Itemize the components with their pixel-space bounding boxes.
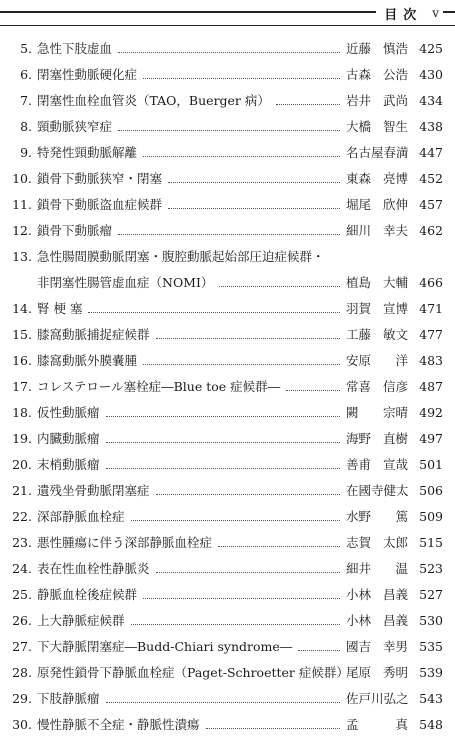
entry-number: 12. xyxy=(12,223,32,238)
entry-title: 閉塞性血栓血管炎（TAO，Buerger 病） xyxy=(37,93,270,108)
author-given-name: 昌義 xyxy=(382,587,408,602)
author-given-name: 公浩 xyxy=(382,67,408,82)
entry-author xyxy=(346,400,408,426)
entry-author xyxy=(346,634,408,660)
author-given-name: 春満 xyxy=(383,145,409,160)
author-family-name: 近藤 xyxy=(346,41,372,56)
author-given-name: 宗晴 xyxy=(382,405,408,420)
toc-entry[interactable] xyxy=(0,504,455,530)
entry-author xyxy=(346,686,408,712)
author-given-name: 健太 xyxy=(383,483,409,498)
entry-author xyxy=(346,374,408,400)
entry-page-number: 452 xyxy=(419,171,443,186)
author-given-name: 真 xyxy=(395,717,408,732)
author-given-name: 篤 xyxy=(395,509,408,524)
entry-number: 26. xyxy=(12,613,32,628)
author-given-name: 宣哉 xyxy=(382,457,408,472)
author-given-name: 太郎 xyxy=(382,535,408,550)
entry-author xyxy=(346,270,408,296)
entry-author xyxy=(346,140,408,166)
entry-title: 特発性頸動脈解離 xyxy=(37,145,138,160)
toc-entry[interactable] xyxy=(0,556,455,582)
author-family-name: 細川 xyxy=(346,223,372,238)
author-family-name: 水野 xyxy=(346,509,372,524)
entry-title: 下肢静脈瘤 xyxy=(37,691,100,706)
author-given-name: 信彦 xyxy=(382,379,408,394)
entry-author xyxy=(346,114,408,140)
entry-number: 9. xyxy=(20,145,32,160)
toc-entry[interactable] xyxy=(0,88,455,114)
author-given-name: 亮博 xyxy=(382,171,408,186)
entry-author xyxy=(346,530,408,556)
entry-number: 15. xyxy=(12,327,32,342)
entry-author xyxy=(346,166,408,192)
author-family-name: 古森 xyxy=(346,67,372,82)
entry-title: 上大静脈症候群 xyxy=(37,613,125,628)
entry-number: 6. xyxy=(20,67,32,82)
author-family-name: 佐戸川 xyxy=(346,691,384,706)
entry-number: 19. xyxy=(12,431,32,446)
author-family-name: 安原 xyxy=(346,353,372,368)
entry-page-number: 471 xyxy=(419,301,443,316)
entry-page-number: 527 xyxy=(419,587,443,602)
entry-number: 13. xyxy=(12,249,32,264)
entry-author xyxy=(346,426,408,452)
entry-title: 膝窩動脈外膜嚢腫 xyxy=(37,353,138,368)
author-given-name: 昌義 xyxy=(382,613,408,628)
author-family-name: 堀尾 xyxy=(346,197,372,212)
author-family-name: 善甫 xyxy=(346,457,372,472)
entry-title: 下大静脈閉塞症―Budd-Chiari syndrome― xyxy=(37,639,293,654)
entry-author xyxy=(346,556,408,582)
dot-leader xyxy=(131,520,340,521)
toc-entry[interactable] xyxy=(0,660,455,686)
entry-page-number: 523 xyxy=(419,561,443,576)
dot-leader xyxy=(276,104,340,105)
entry-number: 22. xyxy=(12,509,32,524)
entry-title: 腎 梗 塞 xyxy=(37,301,83,316)
toc-entry[interactable] xyxy=(0,218,455,244)
entry-page-number: 492 xyxy=(419,405,443,420)
entry-page-number: 477 xyxy=(419,327,443,342)
toc-entry[interactable] xyxy=(0,426,455,452)
author-family-name: 闕 xyxy=(346,405,359,420)
author-family-name: 小林 xyxy=(346,587,372,602)
entry-title: 仮性動脈瘤 xyxy=(37,405,100,420)
toc-entry[interactable] xyxy=(0,62,455,88)
entry-number: 20. xyxy=(12,457,32,472)
entry-title: 深部静脈血栓症 xyxy=(37,509,125,524)
toc-entry[interactable] xyxy=(0,296,455,322)
header-page-number: v xyxy=(432,6,439,20)
entry-title: 頸動脈狭窄症 xyxy=(37,119,113,134)
dot-leader xyxy=(106,702,340,703)
author-family-name: 羽賀 xyxy=(346,301,372,316)
toc-entry[interactable] xyxy=(0,452,455,478)
entry-number: 24. xyxy=(12,561,32,576)
toc-entry[interactable] xyxy=(0,712,455,738)
entry-title: 鎖骨下動脈狭窄・閉塞 xyxy=(37,171,163,186)
entry-author xyxy=(346,36,408,62)
dot-leader xyxy=(219,286,340,287)
header-title-box xyxy=(376,5,443,21)
entry-number: 23. xyxy=(12,535,32,550)
author-given-name: 宣博 xyxy=(382,301,408,316)
toc-entry[interactable] xyxy=(0,374,455,400)
entry-title: 静脈血栓後症候群 xyxy=(37,587,138,602)
entry-page-number: 515 xyxy=(419,535,443,550)
author-given-name: 智生 xyxy=(382,119,408,134)
toc-entry[interactable] xyxy=(0,192,455,218)
entry-page-number: 530 xyxy=(419,613,443,628)
dot-leader xyxy=(168,208,340,209)
author-given-name: 温 xyxy=(395,561,408,576)
entry-number: 17. xyxy=(12,379,32,394)
entry-title: 内臓動脈瘤 xyxy=(37,431,100,446)
dot-leader xyxy=(106,442,340,443)
entry-title: 表在性血栓性静脈炎 xyxy=(37,561,150,576)
entry-page-number: 501 xyxy=(419,457,443,472)
entry-page-number: 535 xyxy=(419,639,443,654)
entry-number: 7. xyxy=(20,93,32,108)
dot-leader xyxy=(106,468,340,469)
dot-leader xyxy=(143,598,340,599)
entry-page-number: 506 xyxy=(419,483,443,498)
author-given-name: 洋 xyxy=(395,353,408,368)
entry-page-number: 548 xyxy=(419,717,443,732)
toc-entry[interactable] xyxy=(0,478,455,504)
toc-entry[interactable] xyxy=(0,140,455,166)
entry-title: 鎖骨下動脈盗血症候群 xyxy=(37,197,163,212)
running-header xyxy=(0,0,455,26)
author-family-name: 名古屋 xyxy=(346,145,384,160)
entry-author xyxy=(346,322,408,348)
entry-number: 27. xyxy=(12,639,32,654)
entry-page-number: 509 xyxy=(419,509,443,524)
author-family-name: 海野 xyxy=(346,431,372,446)
dot-leader xyxy=(118,52,340,53)
entry-author xyxy=(346,712,408,738)
entry-title: 急性下肢虚血 xyxy=(37,41,113,56)
author-family-name: 尾原 xyxy=(346,665,372,680)
entry-page-number: 430 xyxy=(419,67,443,82)
entry-page-number: 457 xyxy=(419,197,443,212)
author-given-name: 敏文 xyxy=(382,327,408,342)
entry-author xyxy=(346,452,408,478)
entry-title: 原発性鎖骨下静脈血栓症（Paget-Schroetter 症候群） xyxy=(37,665,349,680)
entry-number: 8. xyxy=(20,119,32,134)
entry-page-number: 466 xyxy=(419,275,443,290)
dot-leader xyxy=(118,234,340,235)
entry-title: 慢性静脈不全症・静脈性潰瘍 xyxy=(37,717,200,732)
entry-number: 11. xyxy=(12,197,32,212)
author-family-name: 細井 xyxy=(346,561,372,576)
dot-leader xyxy=(218,546,340,547)
dot-leader xyxy=(143,156,340,157)
toc-entry[interactable] xyxy=(0,400,455,426)
toc-entry[interactable] xyxy=(0,114,455,140)
entry-author xyxy=(346,504,408,530)
entry-number: 18. xyxy=(12,405,32,420)
entry-author xyxy=(346,348,408,374)
toc-entry[interactable] xyxy=(0,634,455,660)
toc-entry[interactable] xyxy=(0,166,455,192)
entry-page-number: 462 xyxy=(419,223,443,238)
entry-author xyxy=(346,608,408,634)
author-given-name: 慎浩 xyxy=(382,41,408,56)
dot-leader xyxy=(143,364,340,365)
entry-number: 16. xyxy=(12,353,32,368)
dot-leader xyxy=(118,130,340,131)
header-title: 目次 xyxy=(384,7,423,23)
entry-page-number: 438 xyxy=(419,119,443,134)
author-family-name: 工藤 xyxy=(346,327,372,342)
header-bottom-rule xyxy=(0,25,455,26)
entry-author xyxy=(346,582,408,608)
author-given-name: 大輔 xyxy=(382,275,408,290)
author-family-name: 常喜 xyxy=(346,379,372,394)
entry-author xyxy=(346,192,408,218)
toc-entry[interactable] xyxy=(0,322,455,348)
entry-page-number: 497 xyxy=(419,431,443,446)
entry-author xyxy=(346,88,408,114)
entry-author xyxy=(346,62,408,88)
entry-page-number: 539 xyxy=(419,665,443,680)
entry-page-number: 543 xyxy=(419,691,443,706)
entry-title: コレステロール塞栓症―Blue toe 症候群― xyxy=(37,379,281,394)
entry-number: 30. xyxy=(12,717,32,732)
entry-page-number: 425 xyxy=(419,41,443,56)
author-family-name: 東森 xyxy=(346,171,372,186)
entry-page-number: 483 xyxy=(419,353,443,368)
dot-leader xyxy=(206,728,340,729)
toc-entry[interactable] xyxy=(0,582,455,608)
author-family-name: 國吉 xyxy=(346,639,372,654)
entry-title: 悪性腫瘍に伴う深部静脈血栓症 xyxy=(37,535,213,550)
entry-number: 25. xyxy=(12,587,32,602)
author-given-name: 幸夫 xyxy=(382,223,408,238)
toc-entry[interactable] xyxy=(0,270,455,296)
author-given-name: 欣伸 xyxy=(382,197,408,212)
entry-page-number: 447 xyxy=(419,145,443,160)
entry-number: 5. xyxy=(20,41,32,56)
toc-entry[interactable] xyxy=(0,36,455,62)
author-given-name: 秀明 xyxy=(382,665,408,680)
dot-leader xyxy=(143,78,340,79)
author-given-name: 幸男 xyxy=(382,639,408,654)
entry-number: 21. xyxy=(12,483,32,498)
entry-number: 28. xyxy=(12,665,32,680)
entry-number: 14. xyxy=(12,301,32,316)
entry-author xyxy=(346,218,408,244)
dot-leader xyxy=(168,182,340,183)
author-family-name: 志賀 xyxy=(346,535,372,550)
author-family-name: 植島 xyxy=(346,275,372,290)
dot-leader xyxy=(156,494,340,495)
dot-leader xyxy=(106,416,340,417)
entry-page-number: 434 xyxy=(419,93,443,108)
author-family-name: 岩井 xyxy=(346,93,372,108)
entry-page-number: 487 xyxy=(419,379,443,394)
author-given-name: 弘之 xyxy=(383,691,409,706)
author-given-name: 武尚 xyxy=(382,93,408,108)
entry-author xyxy=(346,478,408,504)
entry-title: 膝窩動脈捕捉症候群 xyxy=(37,327,150,342)
author-family-name: 小林 xyxy=(346,613,372,628)
dot-leader xyxy=(298,650,340,651)
entry-title: 非閉塞性腸管虚血症（NOMI） xyxy=(37,275,214,290)
toc-entry[interactable] xyxy=(0,530,455,556)
toc-entry[interactable] xyxy=(0,244,455,270)
dot-leader xyxy=(88,312,340,313)
author-family-name: 大橋 xyxy=(346,119,372,134)
author-family-name: 在國寺 xyxy=(346,483,384,498)
toc-entry[interactable] xyxy=(0,686,455,712)
entry-title: 鎖骨下動脈瘤 xyxy=(37,223,113,238)
entry-title: 急性腸間膜動脈閉塞・腹腔動脈起始部圧迫症候群・ xyxy=(37,249,325,264)
entry-title: 遺残坐骨動脈閉塞症 xyxy=(37,483,150,498)
toc-entry[interactable] xyxy=(0,348,455,374)
dot-leader xyxy=(131,624,340,625)
author-family-name: 孟 xyxy=(346,717,359,732)
entry-number: 29. xyxy=(12,691,32,706)
toc-entry[interactable] xyxy=(0,608,455,634)
dot-leader xyxy=(286,390,340,391)
entry-title: 閉塞性動脈硬化症 xyxy=(37,67,138,82)
entry-number: 10. xyxy=(12,171,32,186)
entry-author xyxy=(346,296,408,322)
entry-author xyxy=(346,660,408,686)
dot-leader xyxy=(156,572,340,573)
entry-title: 末梢動脈瘤 xyxy=(37,457,100,472)
dot-leader xyxy=(156,338,340,339)
author-given-name: 直樹 xyxy=(382,431,408,446)
